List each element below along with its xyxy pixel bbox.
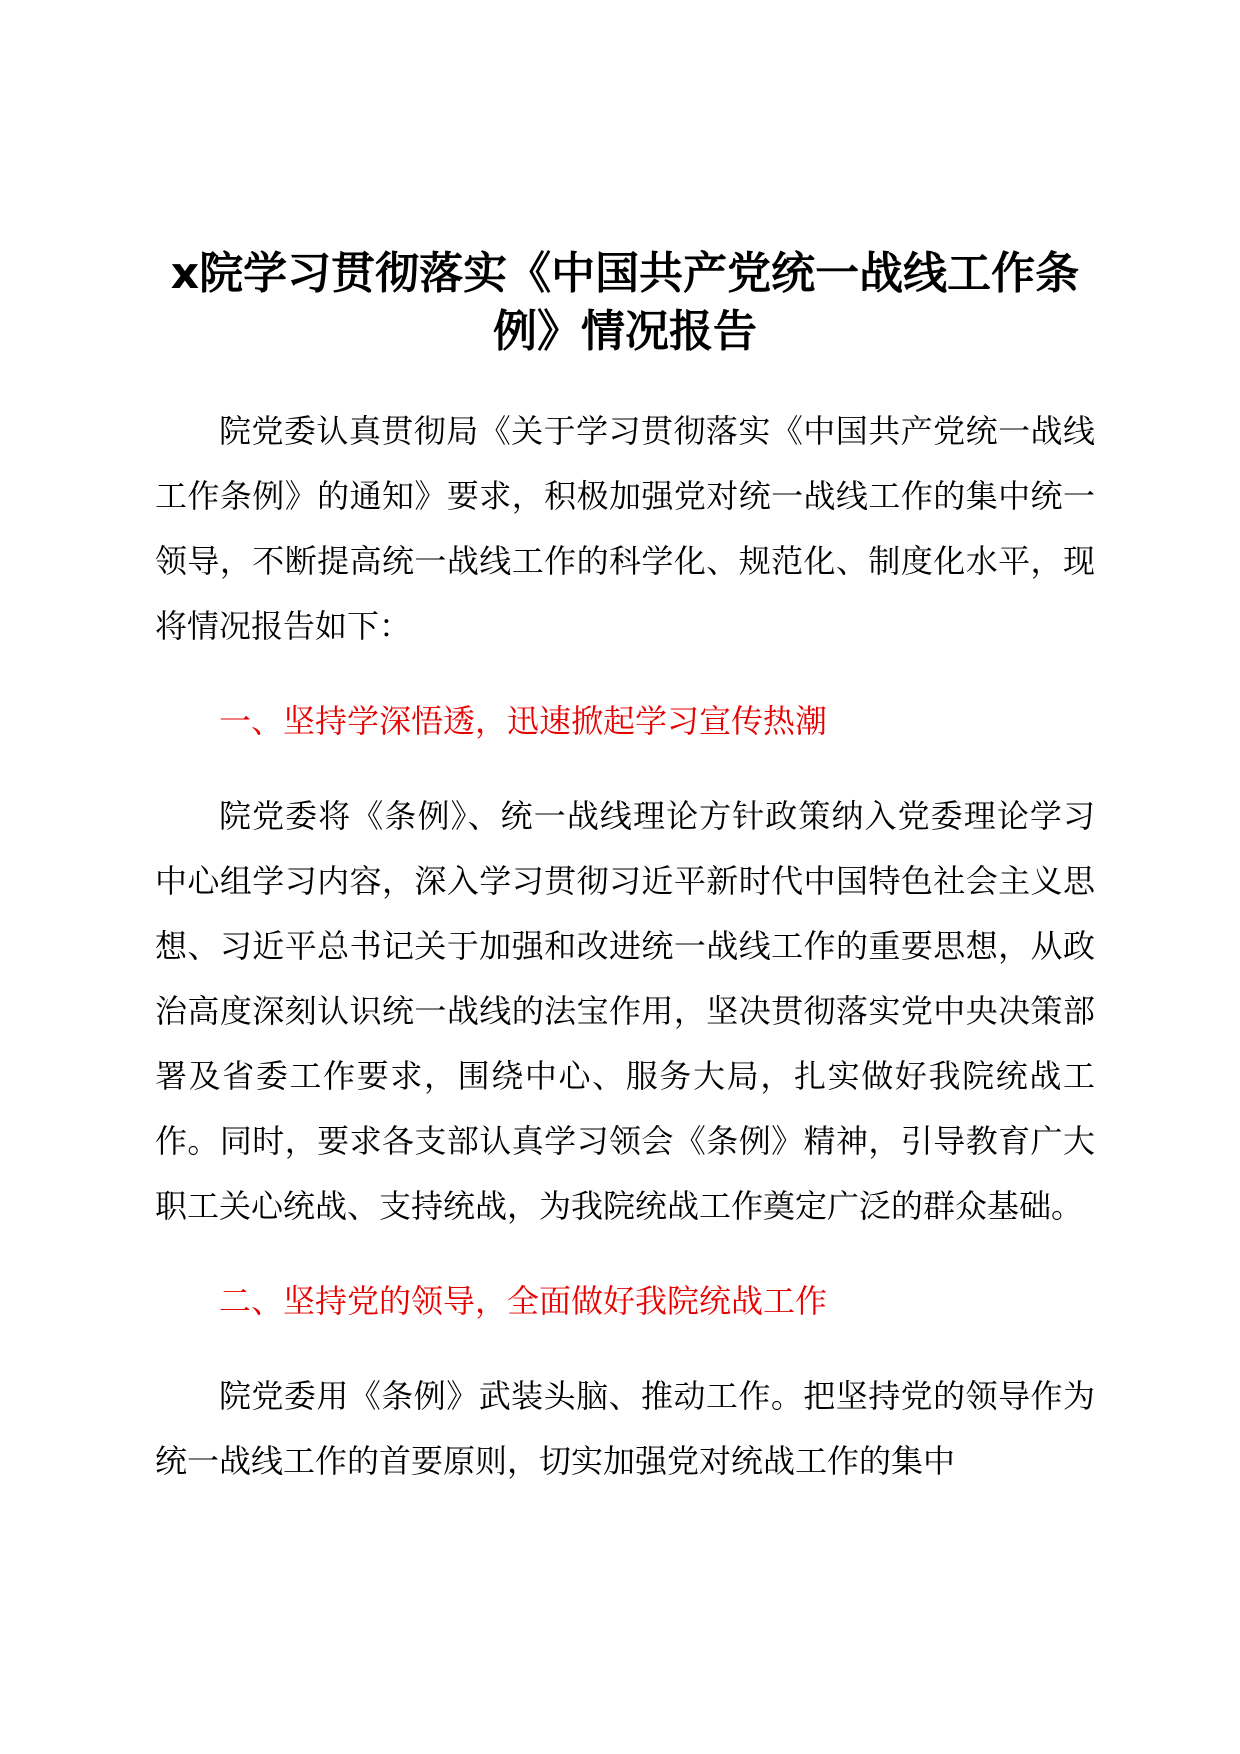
section-2-heading: 二、坚持党的领导，全面做好我院统战工作 [219, 1282, 828, 1320]
document-page [155, 245, 1095, 1494]
spacer [155, 361, 1095, 399]
section-2-body: 院党委用《条例》武装头脑、推动工作。把坚持党的领导作为统一战线工作的首要原则，切实加强党对统战工作的集中 [155, 1377, 1095, 1480]
section-1-heading: 一、坚持学深悟透，迅速掀起学习宣传热潮 [219, 702, 828, 740]
document-title: x院学习贯彻落实《中国共产党统一战线工作条例》情况报告 [170, 248, 1080, 357]
section-1-body: 院党委将《条例》、统一战线理论方针政策纳入党委理论学习中心组学习内容，深入学习贯彻习近平新时代中国特色社会主义思想、习近平总书记关于加强和改进统一战线工作的重要思想，从政治高度深刻认识统一战线的法宝作用，坚决贯彻落实党中央决策部署及省委工作要求，围绕中心、服务大局，扎实做好我院统战工作。同时，要求各支部认真学习领会《条例》精神，引导教育广大职工关心统战、支持统战，为我院统战工作奠定广泛的群众基础。 [155, 797, 1095, 1225]
intro-paragraph: 院党委认真贯彻局《关于学习贯彻落实《中国共产党统一战线工作条例》的通知》要求，积极加强党对统一战线工作的集中统一领导，不断提高统一战线工作的科学化、规范化、制度化水平，现将情况报告如下： [155, 412, 1095, 645]
spacer [155, 659, 1095, 689]
spacer [155, 1334, 1095, 1364]
spacer [155, 754, 1095, 784]
spacer [155, 1239, 1095, 1269]
